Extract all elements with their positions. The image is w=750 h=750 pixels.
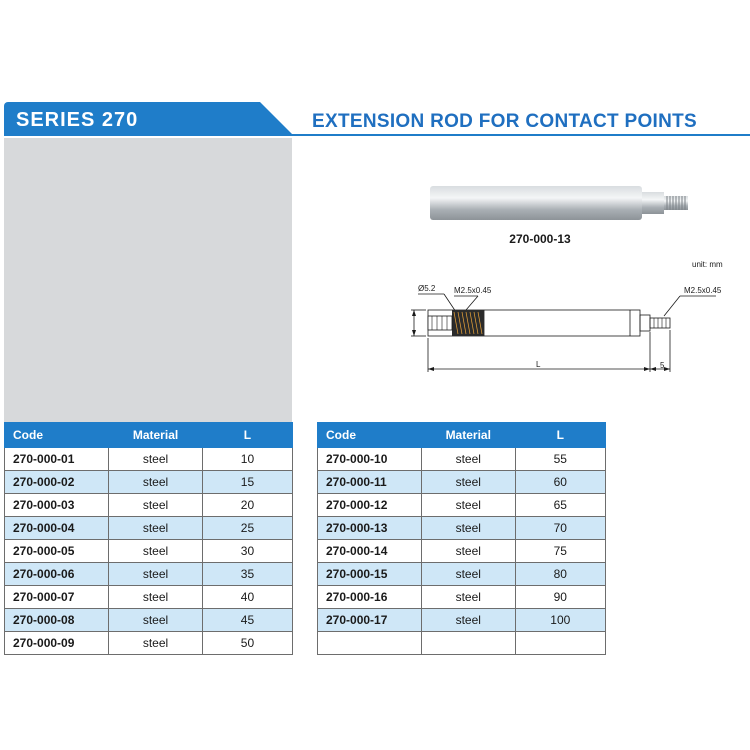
col-header-code: Code	[5, 423, 109, 448]
table-row	[318, 563, 606, 586]
cell-code: 270-000-01	[5, 448, 109, 471]
dim-length: L	[536, 360, 541, 369]
cell-length: 40	[202, 586, 292, 609]
cell-code: 270-000-02	[5, 471, 109, 494]
table-row	[318, 609, 606, 632]
table-row	[318, 494, 606, 517]
extension-rod-photo	[420, 178, 710, 228]
table-row	[318, 448, 606, 471]
cell-material: steel	[421, 586, 515, 609]
table-row	[5, 448, 293, 471]
cell-material: steel	[109, 517, 203, 540]
cell-code: 270-000-16	[318, 586, 422, 609]
dim-diameter: Ø5.2	[418, 284, 436, 293]
cell-length: 30	[202, 540, 292, 563]
cell-code: 270-000-08	[5, 609, 109, 632]
col-header-material: Material	[421, 423, 515, 448]
table-row	[318, 540, 606, 563]
table-header-row	[5, 423, 293, 448]
cell-code: 270-000-12	[318, 494, 422, 517]
cell-length: 65	[515, 494, 605, 517]
cell-material: steel	[421, 517, 515, 540]
cell-length-empty	[515, 632, 605, 655]
table-row	[5, 632, 293, 655]
cell-code: 270-000-03	[5, 494, 109, 517]
table-row	[318, 586, 606, 609]
cell-length: 25	[202, 517, 292, 540]
cell-length: 55	[515, 448, 605, 471]
cell-length: 15	[202, 471, 292, 494]
table-row	[5, 471, 293, 494]
cell-material: steel	[109, 494, 203, 517]
cell-material: steel	[109, 563, 203, 586]
cell-code: 270-000-05	[5, 540, 109, 563]
table-row	[5, 540, 293, 563]
cell-length: 100	[515, 609, 605, 632]
section-title: EXTENSION ROD FOR CONTACT POINTS	[312, 111, 698, 132]
code-table-right	[317, 422, 606, 655]
col-header-code: Code	[318, 423, 422, 448]
table-row	[5, 586, 293, 609]
table-row	[318, 517, 606, 540]
cell-material: steel	[109, 448, 203, 471]
grey-panel	[4, 138, 292, 422]
cell-length: 35	[202, 563, 292, 586]
table-row	[5, 563, 293, 586]
product-code: 270-000-13	[509, 232, 571, 246]
cell-length: 10	[202, 448, 292, 471]
table-row	[5, 494, 293, 517]
cell-length: 80	[515, 563, 605, 586]
cell-code: 270-000-14	[318, 540, 422, 563]
table-row	[318, 471, 606, 494]
col-header-length: L	[515, 423, 605, 448]
cell-material-empty	[421, 632, 515, 655]
unit-label: unit: mm	[692, 260, 723, 269]
cell-material: steel	[421, 471, 515, 494]
cell-material: steel	[421, 609, 515, 632]
table-row-empty	[318, 632, 606, 655]
series-title: SERIES 270	[16, 109, 139, 131]
dim-thread-internal: M2.5x0.45	[454, 286, 492, 295]
cell-material: steel	[109, 586, 203, 609]
col-header-length: L	[202, 423, 292, 448]
cell-material: steel	[109, 471, 203, 494]
cell-code: 270-000-04	[5, 517, 109, 540]
cell-material: steel	[109, 540, 203, 563]
cell-material: steel	[109, 609, 203, 632]
cell-code-empty	[318, 632, 422, 655]
cell-code: 270-000-06	[5, 563, 109, 586]
code-table-left	[4, 422, 293, 655]
cell-length: 90	[515, 586, 605, 609]
cell-material: steel	[421, 494, 515, 517]
cell-code: 270-000-17	[318, 609, 422, 632]
cell-length: 70	[515, 517, 605, 540]
cell-code: 270-000-09	[5, 632, 109, 655]
cell-length: 50	[202, 632, 292, 655]
header-rule	[288, 134, 750, 136]
cell-length: 45	[202, 609, 292, 632]
cell-code: 270-000-11	[318, 471, 422, 494]
cell-length: 60	[515, 471, 605, 494]
cell-material: steel	[421, 448, 515, 471]
cell-code: 270-000-07	[5, 586, 109, 609]
technical-drawing	[404, 270, 744, 380]
cell-material: steel	[421, 540, 515, 563]
cell-length: 20	[202, 494, 292, 517]
dim-stud: 5	[660, 361, 665, 370]
col-header-material: Material	[109, 423, 203, 448]
table-header-row	[318, 423, 606, 448]
cell-material: steel	[109, 632, 203, 655]
cell-length: 75	[515, 540, 605, 563]
table-row	[5, 609, 293, 632]
cell-code: 270-000-15	[318, 563, 422, 586]
dim-thread-external: M2.5x0.45	[684, 286, 722, 295]
cell-code: 270-000-13	[318, 517, 422, 540]
cell-material: steel	[421, 563, 515, 586]
cell-code: 270-000-10	[318, 448, 422, 471]
table-row	[5, 517, 293, 540]
